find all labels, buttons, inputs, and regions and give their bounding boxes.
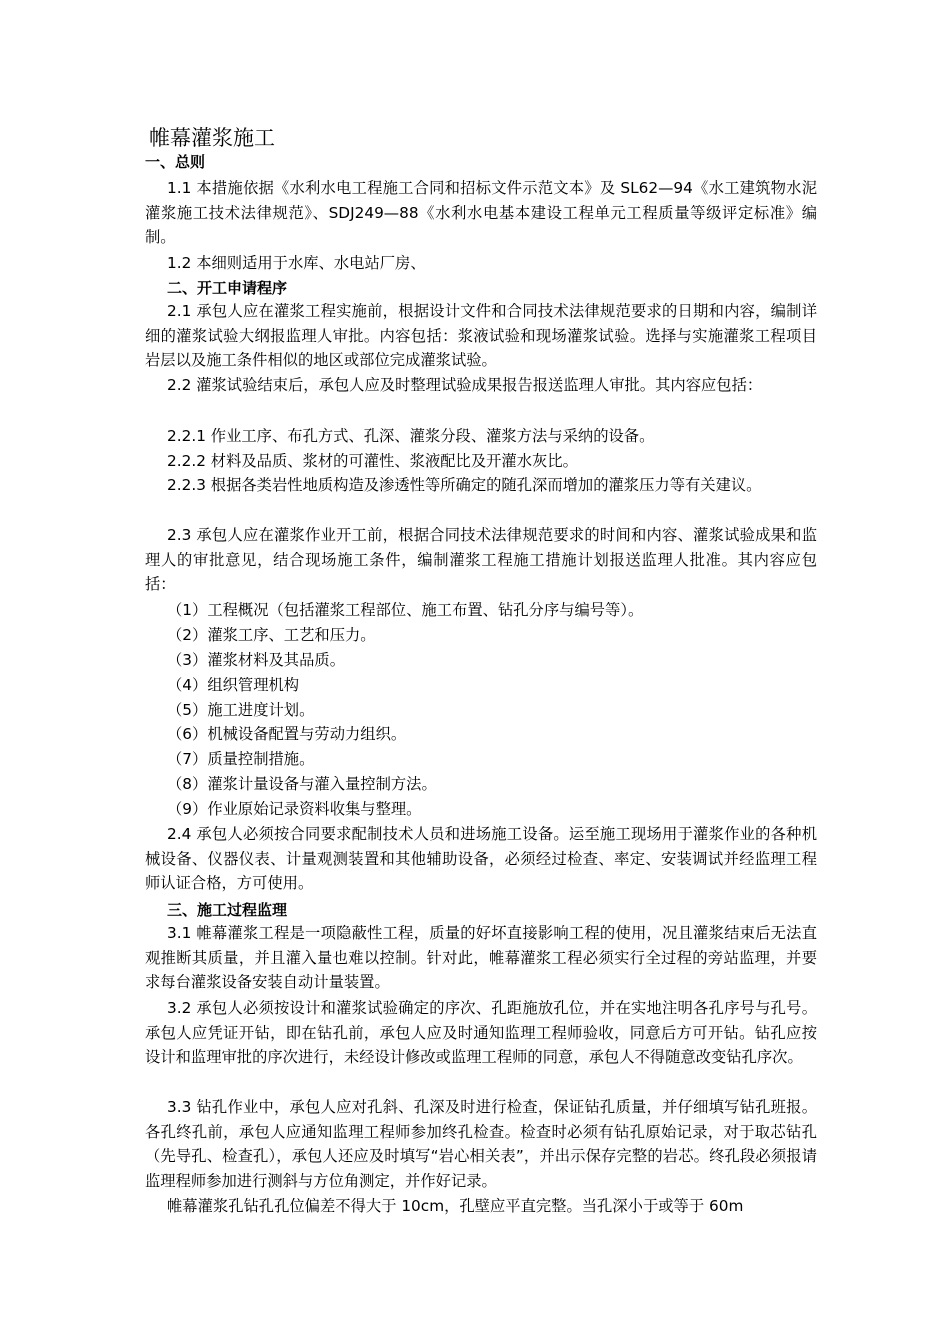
section-2-heading: 二、开工申请程序 (167, 279, 288, 297)
paragraph-2-4: 2.4 承包人必须按合同要求配制技术人员和进场施工设备。运至施工现场用于灌浆作业的各种机械设备、仪器仪表、计量观测装置和其他辅助设备，必须经过检查、率定、安装调试并经监理工程师认证合格，方可使用。 (145, 825, 817, 893)
paragraph-1-2: 1.2 本细则适用于水库、水电站厂房、 (167, 254, 426, 272)
paragraph-2-2-2: 2.2.2 材料及品质、浆材的可灌性、浆液配比及开灌水灰比。 (167, 452, 578, 470)
paragraph-2-1: 2.1 承包人应在灌浆工程实施前，根据设计文件和合同技术法律规范要求的日期和内容，编制详细的灌浆试验大纲报监理人审批。内容包括：浆液试验和现场灌浆试验。选择与实施灌浆工程项目岩层以及施工条件相似的地区或部位完成灌浆试验。 (145, 302, 817, 370)
paragraph-2-2-1: 2.2.1 作业工序、布孔方式、孔深、灌浆分段、灌浆方法与采纳的设备。 (167, 427, 655, 445)
list-item: （3）灌浆材料及其品质。 (167, 651, 345, 669)
list-item: （2）灌浆工序、工艺和压力。 (167, 626, 376, 644)
paragraph-3-1: 3.1 帷幕灌浆工程是一项隐蔽性工程，质量的好坏直接影响工程的使用，况且灌浆结束后无法直观推断其质量，并且灌入量也难以控制。针对此，帷幕灌浆工程必须实行全过程的旁站监理，并要求每台灌浆设备安装自动计量装置。 (145, 924, 817, 992)
paragraph-2-3: 2.3 承包人应在灌浆作业开工前，根据合同技术法律规范要求的时间和内容、灌浆试验成果和监理人的审批意见，结合现场施工条件，编制灌浆工程施工措施计划报送监理人批准。其内容应包括： (145, 526, 817, 594)
paragraph-2-2-3: 2.2.3 根据各类岩性地质构造及渗透性等所确定的随孔深而增加的灌浆压力等有关建议。 (167, 476, 762, 494)
list-item: （5）施工进度计划。 (167, 701, 315, 719)
paragraph-3-2: 3.2 承包人必须按设计和灌浆试验确定的序次、孔距施放孔位，并在实地注明各孔序号与孔号。承包人应凭证开钻，即在钻孔前，承包人应及时通知监理工程师验收，同意后方可开钻。钻孔应按设计和监理审批的序次进行，未经设计修改或监理工程师的同意，承包人不得随意改变钻孔序次。 (145, 999, 817, 1067)
list-item: （9）作业原始记录资料收集与整理。 (167, 800, 422, 818)
list-item: （7）质量控制措施。 (167, 750, 315, 768)
paragraph-1-1: 1.1 本措施依据《水利水电工程施工合同和招标文件示范文本》及 SL62—94《水工建筑物水泥灌浆施工技术法律规范》、SDJ249—88《水利水电基本建设工程单元工程质量等级评定标准》编制。 (145, 179, 817, 247)
list-item: （8）灌浆计量设备与灌入量控制方法。 (167, 775, 437, 793)
paragraph-3-3: 3.3 钻孔作业中，承包人应对孔斜、孔深及时进行检查，保证钻孔质量，并仔细填写钻孔班报。各孔终孔前，承包人应通知监理工程师参加终孔检查。检查时必须有钻孔原始记录，对于取芯钻孔（先导孔、检查孔），承包人还应及时填写“岩心相关表”，并出示保存完整的岩芯。终孔段必须报请监理程师参加进行测斜与方位角测定，并作好记录。 (145, 1098, 817, 1190)
section-1-heading: 一、总则 (145, 153, 206, 171)
list-item: （1）工程概况（包括灌浆工程部位、施工布置、钻孔分序与编号等）。 (167, 601, 644, 619)
list-item: （4）组织管理机构 (167, 676, 300, 694)
paragraph-2-2: 2.2 灌浆试验结束后，承包人应及时整理试验成果报告报送监理人审批。其内容应包括： (167, 376, 763, 394)
document-title: 帷幕灌浆施工 (149, 126, 275, 150)
list-item: （6）机械设备配置与劳动力组织。 (167, 725, 407, 743)
paragraph-3-4: 帷幕灌浆孔钻孔孔位偏差不得大于 10cm，孔壁应平直完整。当孔深小于或等于 60m (167, 1197, 744, 1215)
section-3-heading: 三、施工过程监理 (167, 901, 288, 919)
